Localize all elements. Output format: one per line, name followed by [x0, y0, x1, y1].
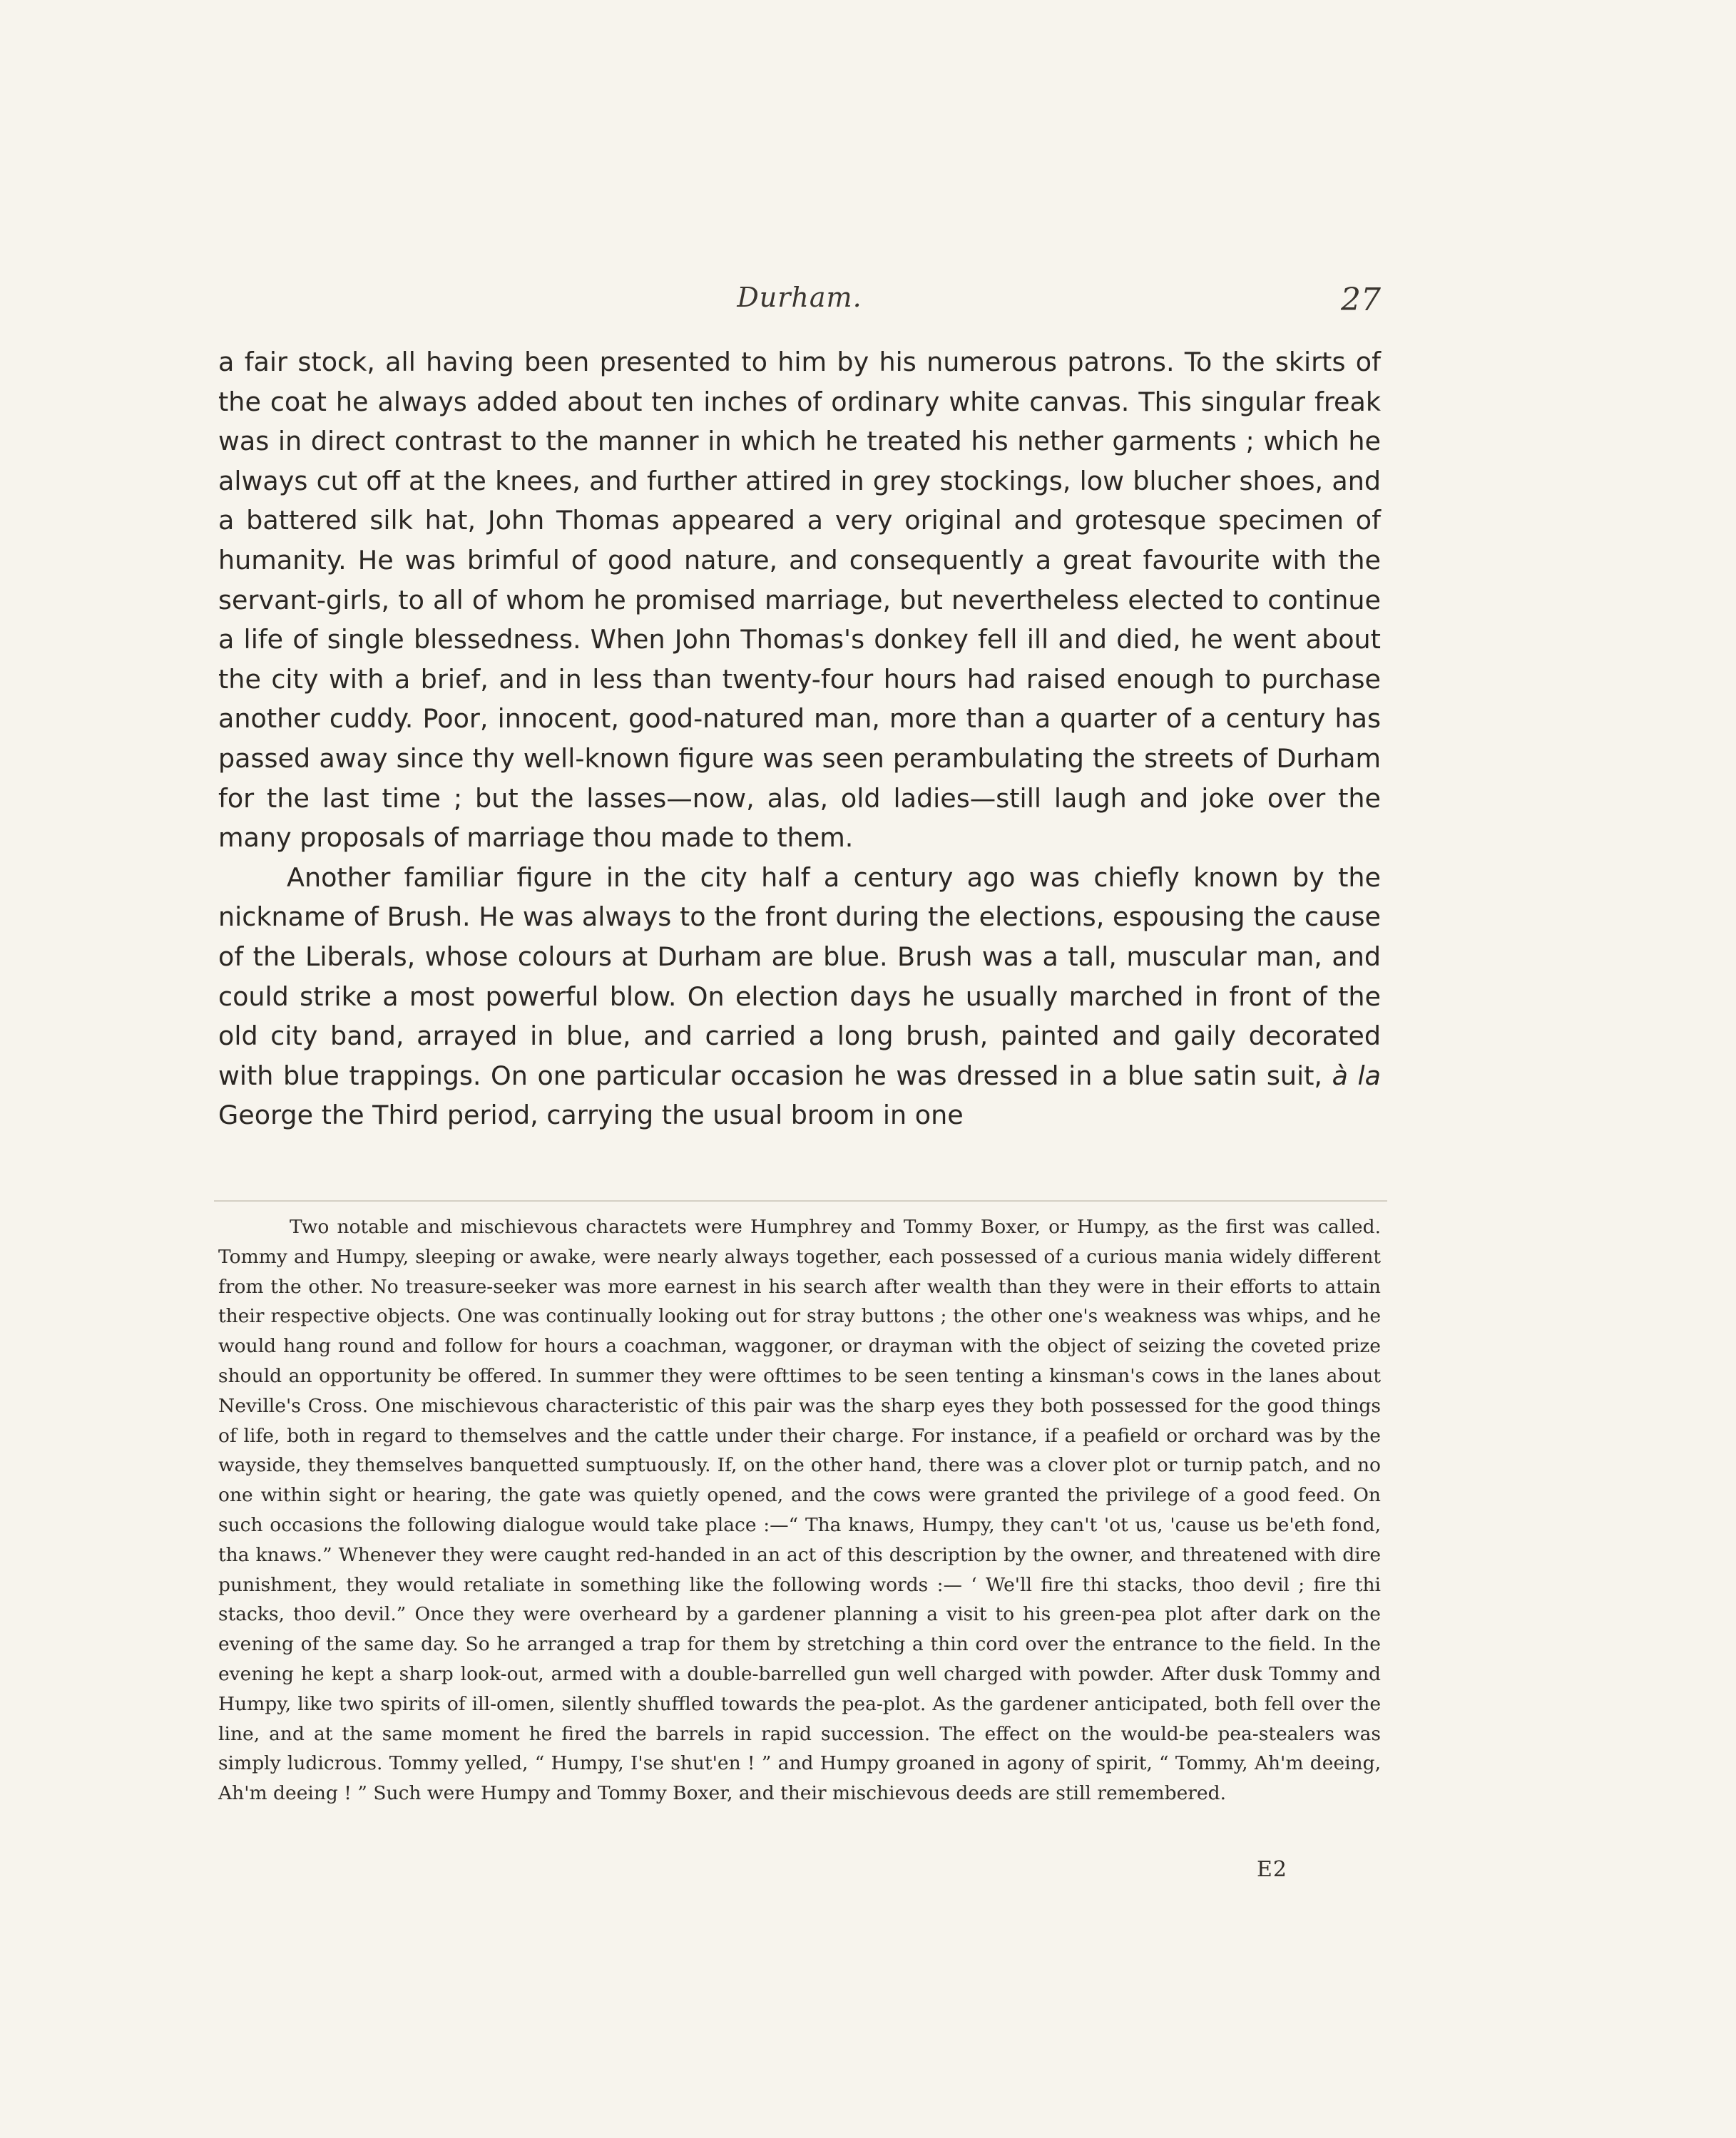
footnote-divider	[214, 1200, 1387, 1202]
main-text	[218, 342, 1381, 1135]
paragraph-2-text-end: George the Third period, carrying the usual broom in one	[218, 1100, 964, 1131]
paragraph-2-text: Another familiar figure in the city half a century ago was chiefly known by the nickname of Brush. He was always to the front during the elections, espousing the cause of the Liberals, whose colours at Durham are blue. Brush was a tall, muscular man, and could strike a most powerful blow. On election days he usually marched in front of the old city band, arrayed in blue, and carried a long brush, painted and gaily decorated with blue trappings. On one particular occasion he was dressed in a blue satin suit,	[218, 861, 1381, 1091]
page-number: 27	[1341, 282, 1381, 318]
paragraph-2-italic: à la	[1332, 1060, 1381, 1091]
paragraph-1-text: a fair stock, all having been presented to him by his numerous patrons. To the skirts of the coat he always added about ten inches of ordinary white canvas. This singular freak was in direct contrast to the manner in which he treated his nether garments ; which he always cut off at the knees, and further attired in grey stockings, low blucher shoes, and a battered silk hat, John Thomas appeared a very original and grotesque specimen of humanity. He was brimful of good nature, and consequently a great favourite with the servant-girls, to all of whom he promised marriage, but nevertheless elected to continue a life of single blessedness. When John Thomas's donkey fell ill and died, he went about the city with a brief, and in less than twenty-four hours had raised enough to purchase another cuddy. Poor, innocent, good-natured man, more than a quarter of a century has passed away since thy well-known figure was seen perambulating the streets of Durham for the last time ; but the lasses—now, alas, old ladies—still laugh and joke over the many proposals of marriage thou made to them.	[218, 347, 1381, 854]
page-header	[218, 282, 1381, 324]
signature-mark: E2	[1257, 1857, 1287, 1882]
footnote-text: Two notable and mischievous charactets were Humphrey and Tommy Boxer, or Humpy, as the first was called. Tommy and Humpy, sleeping or awake, were nearly always together, each possessed of a curious mania widely different from the other. No treasure-seeker was more earnest in his search after wealth than they were in their efforts to attain their respective objects. One was continually looking out for stray buttons ; the other one's weakness was whips, and he would hang round and follow for hours a coachman, waggoner, or drayman with the object of seizing the coveted prize should an opportunity be offered. In summer they were ofttimes to be seen tenting a kinsman's cows in the lanes about Neville's Cross. One mischievous characteristic of this pair was the sharp eyes they both possessed for the good things of life, both in regard to themselves and the cattle under their charge. For instance, if a peafield or orchard was by the wayside, they themselves banquetted sumptuously. If, on the other hand, there was a clover plot or turnip patch, and no one within sight or hearing, the gate was quietly opened, and the cows were granted the privilege of a good feed. On such occasions the following dialogue would take place :—“ Tha knaws, Humpy, they can't 'ot us, 'cause us be'eth fond, tha knaws.” Whenever they were caught red-handed in an act of this description by the owner, and threatened with dire punishment, they would retaliate in something like the following words :— ‘ We'll fire thi stacks, thoo devil ; fire thi stacks, thoo devil.” Once they were overheard by a gardener planning a visit to his green-pea plot after dark on the evening of the same day. So he arranged a trap for them by stretching a thin cord over the entrance to the field. In the evening he kept a sharp look-out, armed with a double-barrelled gun well charged with powder. After dusk Tommy and Humpy, like two spirits of ill-omen, silently shuffled towards the pea-plot. As the gardener anticipated, both fell over the line, and at the same moment he fired the barrels in rapid succession. The effect on the would-be pea-stealers was simply ludicrous. Tommy yelled, “ Humpy, I'se shut'en ! ” and Humpy groaned in agony of spirit, “ Tommy, Ah'm deeing, Ah'm deeing ! ” Such were Humpy and Tommy Boxer, and their mischievous deeds are still remembered.	[218, 1216, 1381, 1805]
footnote	[218, 1212, 1381, 1809]
paragraph-brush	[218, 858, 1381, 1135]
running-title: Durham.	[737, 282, 862, 313]
paragraph-john-thomas	[218, 342, 1381, 858]
